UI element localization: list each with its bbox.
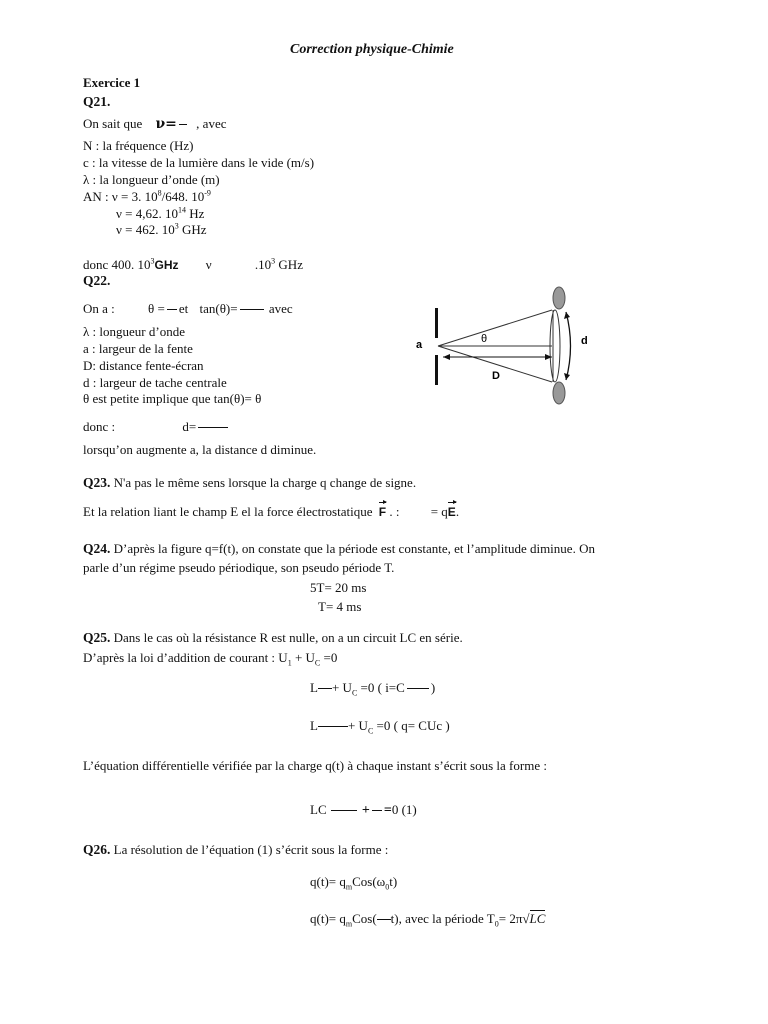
q25-eq2-mid: + U bbox=[347, 718, 368, 733]
slit-upper bbox=[435, 308, 438, 338]
q25-eq2-L: L bbox=[310, 718, 318, 733]
fraction-bar bbox=[240, 309, 264, 310]
q26-eq1-sub: m bbox=[345, 882, 353, 892]
q26-eq2-sqrt: LC bbox=[529, 911, 546, 926]
q23-vector-E: E bbox=[447, 505, 456, 519]
q26-text: La résolution de l’équation (1) s’écrit sous la forme : bbox=[113, 842, 389, 857]
slit-lower bbox=[435, 355, 438, 385]
fraction-bar bbox=[167, 309, 177, 310]
q22-donc: donc : bbox=[83, 419, 116, 434]
q26-eq2-sub2: 0 bbox=[494, 919, 499, 929]
q21-donc-unit: GHz bbox=[154, 258, 179, 272]
q25-line2 bbox=[83, 650, 337, 666]
q22-conclusion: lorsqu’on augmente a, la distance d diminue. bbox=[83, 442, 317, 457]
q21-an-exp2: -9 bbox=[204, 188, 211, 198]
q25-eq1-close: ) bbox=[430, 680, 436, 695]
q25-text1: Dans le cas où la résistance R est nulle, on a un circuit LC en série. bbox=[113, 630, 463, 645]
arrowhead bbox=[564, 373, 570, 380]
q21-line2-prefix: ν = 4,62. 10 bbox=[116, 206, 178, 221]
q21-line3-prefix: ν = 462. 10 bbox=[116, 222, 175, 237]
q21-def-c: c : la vitesse de la lumière dans le vide (m/s) bbox=[83, 155, 315, 170]
q22-def-a: a : largeur de la fente bbox=[83, 341, 193, 356]
q22-on-a-line bbox=[83, 301, 293, 317]
q21-line2-unit: Hz bbox=[189, 206, 205, 221]
q25-eq3-LC: LC bbox=[310, 802, 327, 817]
q21-def-lambda: λ : la longueur d’onde (m) bbox=[83, 172, 220, 187]
q25-text2-mid: + U bbox=[294, 650, 315, 665]
q22-d-eq: d= bbox=[182, 419, 197, 434]
secondary-spot-bottom bbox=[553, 382, 565, 404]
q22-def-d: d : largeur de tache centrale bbox=[83, 375, 227, 390]
q21-line3-unit: GHz bbox=[181, 222, 207, 237]
q21-donc-exp: 3 bbox=[150, 256, 155, 266]
q24-line1 bbox=[83, 541, 595, 557]
q21-an-line bbox=[83, 189, 211, 205]
q21-an-mid: /648. 10 bbox=[161, 189, 205, 204]
q26-eq1-sub2: 0 bbox=[385, 882, 390, 892]
width-d-arrow bbox=[566, 312, 571, 380]
q26-eq2-end: t), avec la période T bbox=[390, 911, 495, 926]
q26-eq2-prefix: q(t)= q bbox=[310, 911, 346, 926]
fraction-bar bbox=[318, 726, 348, 727]
q21-line3 bbox=[116, 222, 207, 238]
q24-eq2: T= 4 ms bbox=[318, 599, 362, 614]
fraction-bar bbox=[179, 124, 187, 125]
q21-intro: On sait que bbox=[83, 116, 143, 131]
q22-label: Q22. bbox=[83, 273, 111, 288]
ray-upper bbox=[438, 310, 552, 346]
q25-eq1-sub: C bbox=[351, 688, 358, 698]
q25-line1 bbox=[83, 630, 463, 646]
q22-avec: avec bbox=[268, 301, 293, 316]
q26-eq1 bbox=[310, 874, 397, 890]
q25-eq1-L: L bbox=[310, 680, 318, 695]
q26-eq2-mid: Cos( bbox=[352, 911, 377, 926]
q21-donc-nu: ν bbox=[205, 257, 212, 272]
q21-line2-exp: 14 bbox=[177, 205, 186, 215]
q26-eq2-sub: m bbox=[345, 919, 353, 929]
label-a: a bbox=[416, 339, 423, 351]
q24-eq1: 5T= 20 ms bbox=[310, 580, 367, 595]
page-title: Correction physique-Chimie bbox=[290, 42, 454, 57]
q21-line2 bbox=[116, 206, 204, 222]
q22-on-a: On a : bbox=[83, 301, 115, 316]
fraction-bar bbox=[372, 810, 382, 811]
q22-def-D: D: distance fente-écran bbox=[83, 358, 204, 373]
q22-donc-line bbox=[83, 419, 230, 435]
secondary-spot-top bbox=[553, 287, 565, 309]
q21-an-prefix: AN : ν = 3. 10 bbox=[83, 189, 158, 204]
q25-eq3-eq: = bbox=[383, 803, 392, 818]
q23-line2 bbox=[83, 504, 459, 520]
q25-text3: L’équation différentielle vérifiée par la charge q(t) à chaque instant s’écrit sous la forme : bbox=[83, 758, 547, 773]
q21-donc-prefix: donc 400. 10 bbox=[83, 257, 151, 272]
q21-after: , avec bbox=[196, 116, 227, 131]
q24-label: Q24. bbox=[83, 541, 111, 556]
q23-text: N'a pas le même sens lorsque la charge q change de signe. bbox=[113, 475, 417, 490]
exercise-heading: Exercice 1 bbox=[83, 75, 141, 90]
q25-eq1-end: =0 ( i=C bbox=[360, 680, 405, 695]
q23-end: . bbox=[455, 504, 460, 519]
fraction-bar bbox=[198, 427, 228, 428]
q26-line1 bbox=[83, 842, 388, 858]
arrowhead bbox=[545, 354, 552, 360]
q22-def-lambda: λ : longueur d’onde bbox=[83, 324, 185, 339]
q23-relation-text: Et la relation liant le champ E el la force électrostatique bbox=[83, 504, 373, 519]
q25-eq3 bbox=[310, 802, 417, 819]
q25-text2-end: =0 bbox=[323, 650, 338, 665]
label-theta: θ bbox=[481, 333, 488, 345]
q25-eq1-mid: + U bbox=[331, 680, 352, 695]
arrowhead bbox=[564, 312, 570, 319]
q21-intro-line bbox=[83, 116, 226, 132]
q24-text2: parle d’un régime pseudo périodique, son pseudo période T. bbox=[83, 560, 395, 575]
q22-theta-small: θ est petite implique que tan(θ)= θ bbox=[83, 391, 262, 406]
q25-sub2: C bbox=[314, 658, 321, 668]
q21-label: Q21. bbox=[83, 94, 111, 109]
q25-text2-prefix: D’après la loi d’addition de courant : U bbox=[83, 650, 288, 665]
q21-def-n: N : la fréquence (Hz) bbox=[83, 138, 194, 153]
fraction-bar bbox=[318, 688, 332, 689]
q25-label: Q25. bbox=[83, 630, 111, 645]
q22-tan-eq: tan(θ)= bbox=[199, 301, 238, 316]
q26-eq2-eq: = 2π bbox=[498, 911, 523, 926]
label-D: D bbox=[492, 370, 500, 382]
q23-line1 bbox=[83, 475, 416, 491]
q26-label: Q26. bbox=[83, 842, 111, 857]
fraction-bar bbox=[377, 919, 391, 920]
q21-donc-right-unit: GHz bbox=[278, 257, 303, 272]
q22-theta-eq: θ = bbox=[148, 301, 165, 316]
diffraction-diagram bbox=[405, 282, 610, 412]
q25-sub1: 1 bbox=[287, 658, 292, 668]
q23-eq: = q bbox=[430, 504, 448, 519]
q26-eq1-prefix: q(t)= q bbox=[310, 874, 346, 889]
q21-an-exp1: 8 bbox=[157, 188, 162, 198]
label-d: d bbox=[581, 335, 588, 347]
q21-formula: ν= bbox=[155, 116, 177, 132]
q23-vector-F: F bbox=[378, 505, 387, 519]
arrowhead bbox=[443, 354, 450, 360]
q25-eq1 bbox=[310, 680, 435, 696]
q21-line3-exp: 3 bbox=[174, 221, 179, 231]
sqrt-icon: √ bbox=[522, 911, 530, 926]
fraction-bar bbox=[407, 688, 429, 689]
q25-eq3-end: 0 (1) bbox=[391, 802, 417, 817]
q26-eq1-end: Cos(ω bbox=[352, 874, 386, 889]
q21-donc-right: .10 bbox=[254, 257, 272, 272]
q25-eq3-plus: + bbox=[361, 803, 370, 818]
q26-eq1-close: t) bbox=[389, 874, 398, 889]
q23-dot: . : bbox=[389, 504, 400, 519]
q24-text1: D’après la figure q=f(t), on constate que la période est constante, et l’amplitude diminue. On bbox=[113, 541, 595, 556]
q25-eq2-end: =0 ( q= CUc ) bbox=[376, 718, 450, 733]
q21-donc-right-exp: 3 bbox=[271, 256, 276, 266]
q21-donc-line bbox=[83, 257, 303, 273]
fraction-bar bbox=[331, 810, 357, 811]
q25-eq2 bbox=[310, 718, 450, 734]
q25-eq2-sub: C bbox=[367, 726, 374, 736]
q22-et: et bbox=[178, 301, 189, 316]
q23-label: Q23. bbox=[83, 475, 111, 490]
q26-eq2 bbox=[310, 911, 545, 927]
